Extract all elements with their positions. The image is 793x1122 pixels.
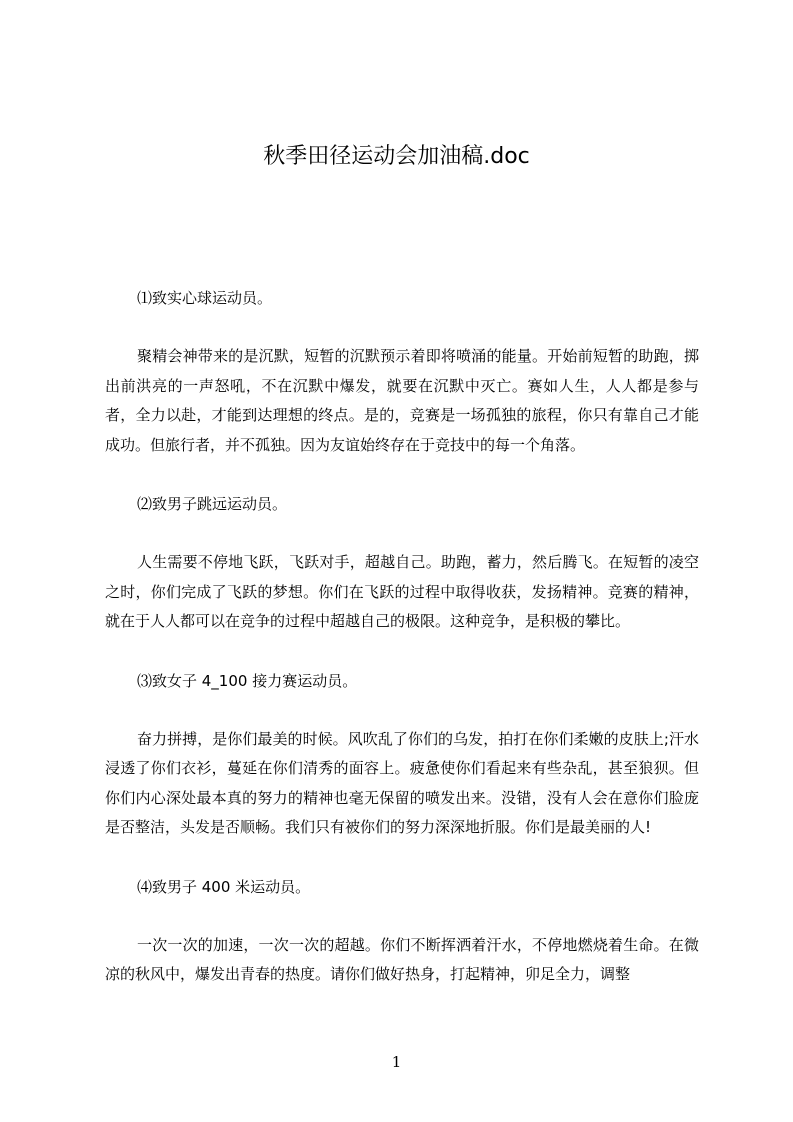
paragraph-spacer (105, 902, 699, 931)
section-paragraph: 人生需要不停地飞跃，飞跃对手，超越自己。助跑，蓄力，然后腾飞。在短暂的凌空之时，你们完成了飞跃的梦想。你们在飞跃的过程中取得收获，发扬精神。竞赛的精神，就在于人人都可以在竞争的过程中超越自己的极限。这种竞争，是积极的攀比。 (105, 553, 699, 630)
section-heading: ⑴致实心球运动员。 (137, 289, 273, 307)
document-body (105, 283, 699, 990)
section-heading: ⑵致男子跳远运动员。 (137, 495, 288, 513)
paragraph-spacer (105, 460, 699, 489)
paragraph-spacer (105, 637, 699, 666)
section-paragraph: 一次一次的加速，一次一次的超越。你们不断挥洒着汗水，不停地燃烧着生命。在微凉的秋风中，爆发出青春的热度。请你们做好热身，打起精神，卯足全力，调整 (105, 935, 699, 983)
section-heading: ⑶致女子 4_100 接力赛运动员。 (137, 671, 358, 690)
document-title: 秋季田径运动会加油稿.doc (263, 144, 530, 169)
paragraph-spacer (105, 696, 699, 725)
section-paragraph: 聚精会神带来的是沉默，短暂的沉默预示着即将喷涌的能量。开始前短暂的助跑，掷出前洪亮的一声怒吼，不在沉默中爆发，就要在沉默中灭亡。赛如人生，人人都是参与者，全力以赴，才能到达理想的终点。是的，竞赛是一场孤独的旅程，你只有靠自己才能成功。但旅行者，并不孤独。因为友谊始终存在于竞技中的每一个角落。 (105, 347, 699, 454)
paragraph-spacer (105, 313, 699, 342)
page-number: 1 (391, 1053, 402, 1071)
section-heading: ⑷致男子 400 米运动员。 (137, 877, 311, 896)
section-paragraph: 奋力拼搏，是你们最美的时候。风吹乱了你们的乌发，拍打在你们柔嫩的皮肤上;汗水浸透了你们衣衫，蔓延在你们清秀的面容上。疲惫使你们看起来有些杂乱，甚至狼狈。但你们内心深处最本真的努力的精神也毫无保留的喷发出来。没错，没有人会在意你们脸庞是否整洁，头发是否顺畅。我们只有被你们的努力深深地折服。你们是最美丽的人! (105, 729, 699, 836)
paragraph-spacer (105, 843, 699, 872)
paragraph-spacer (105, 519, 699, 548)
